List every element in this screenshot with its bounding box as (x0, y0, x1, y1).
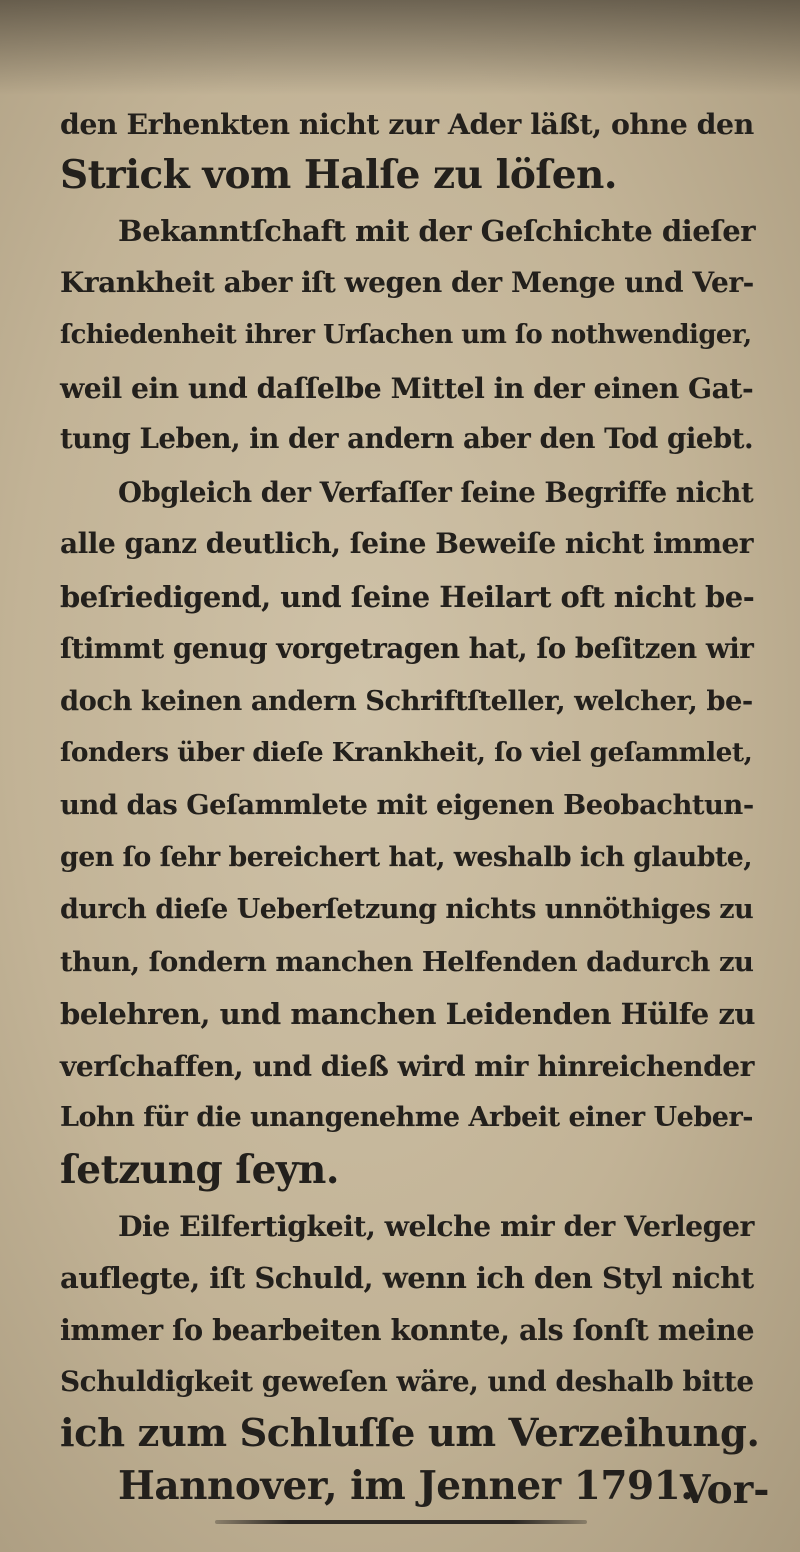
text-line: ſetzung ſeyn. (60, 1147, 339, 1193)
text-line: beſriedigend, und ſeine Heilart oft nicht be- (60, 580, 755, 614)
paragraph-start: Obgleich der Verfaſſer ſeine Begriffe nicht (118, 477, 754, 509)
text-line: Strick vom Halſe zu löſen. (60, 152, 617, 198)
signature-line: Hannover, im Jenner 1791. (118, 1463, 694, 1509)
text-line: alle ganz deutlich, ſeine Beweiſe nicht immer (60, 527, 754, 560)
text-line: doch keinen andern Schriftſteller, welcher, be- (60, 685, 753, 717)
text-line: Schuldigkeit geweſen wäre, und deshalb bitte (60, 1365, 754, 1398)
text-line: ich zum Schluſſe um Verzeihung. (60, 1411, 760, 1456)
text-line: den Erhenkten nicht zur Ader läßt, ohne den (60, 107, 754, 141)
paragraph-start: Die Eilfertigkeit, welche mir der Verleger (118, 1209, 754, 1243)
paragraph-start: Bekanntſchaft mit der Geſchichte dieſer (118, 214, 756, 248)
text-line: durch dieſe Ueberſetzung nichts unnöthiges zu (60, 894, 754, 925)
text-line: ſchiedenheit ihrer Urſachen um ſo nothwendiger, (60, 320, 752, 350)
text-line: ſtimmt genug vorgetragen hat, ſo beſitzen wir (60, 632, 754, 665)
text-line: und das Geſammlete mit eigenen Beobachtun- (60, 789, 754, 821)
text-line: belehren, und manchen Leidenden Hülfe zu (60, 997, 755, 1031)
text-line: verſchaffen, und dieß wird mir hinreichender (60, 1050, 754, 1083)
section-divider (215, 1520, 587, 1524)
text-line: auflegte, iſt Schuld, wenn ich den Styl nicht (60, 1261, 754, 1295)
catchword: Vor- (680, 1467, 770, 1513)
text-line: immer ſo bearbeiten konnte, als ſonſt meine (60, 1313, 755, 1347)
text-line: gen ſo ſehr bereichert hat, weshalb ich glaubte, (60, 842, 753, 873)
text-line: Lohn für die unangenehme Arbeit einer Ueber- (60, 1102, 753, 1133)
text-line: thun, ſondern manchen Helfenden dadurch zu (60, 946, 754, 978)
text-line: ſonders über dieſe Krankheit, ſo viel geſammlet, (60, 737, 753, 768)
text-line: tung Leben, in der andern aber den Tod giebt. (60, 422, 754, 455)
text-line: Krankheit aber iſt wegen der Menge und Ver- (60, 266, 754, 299)
text-line: weil ein und daſſelbe Mittel in der einen Gat- (60, 371, 754, 405)
